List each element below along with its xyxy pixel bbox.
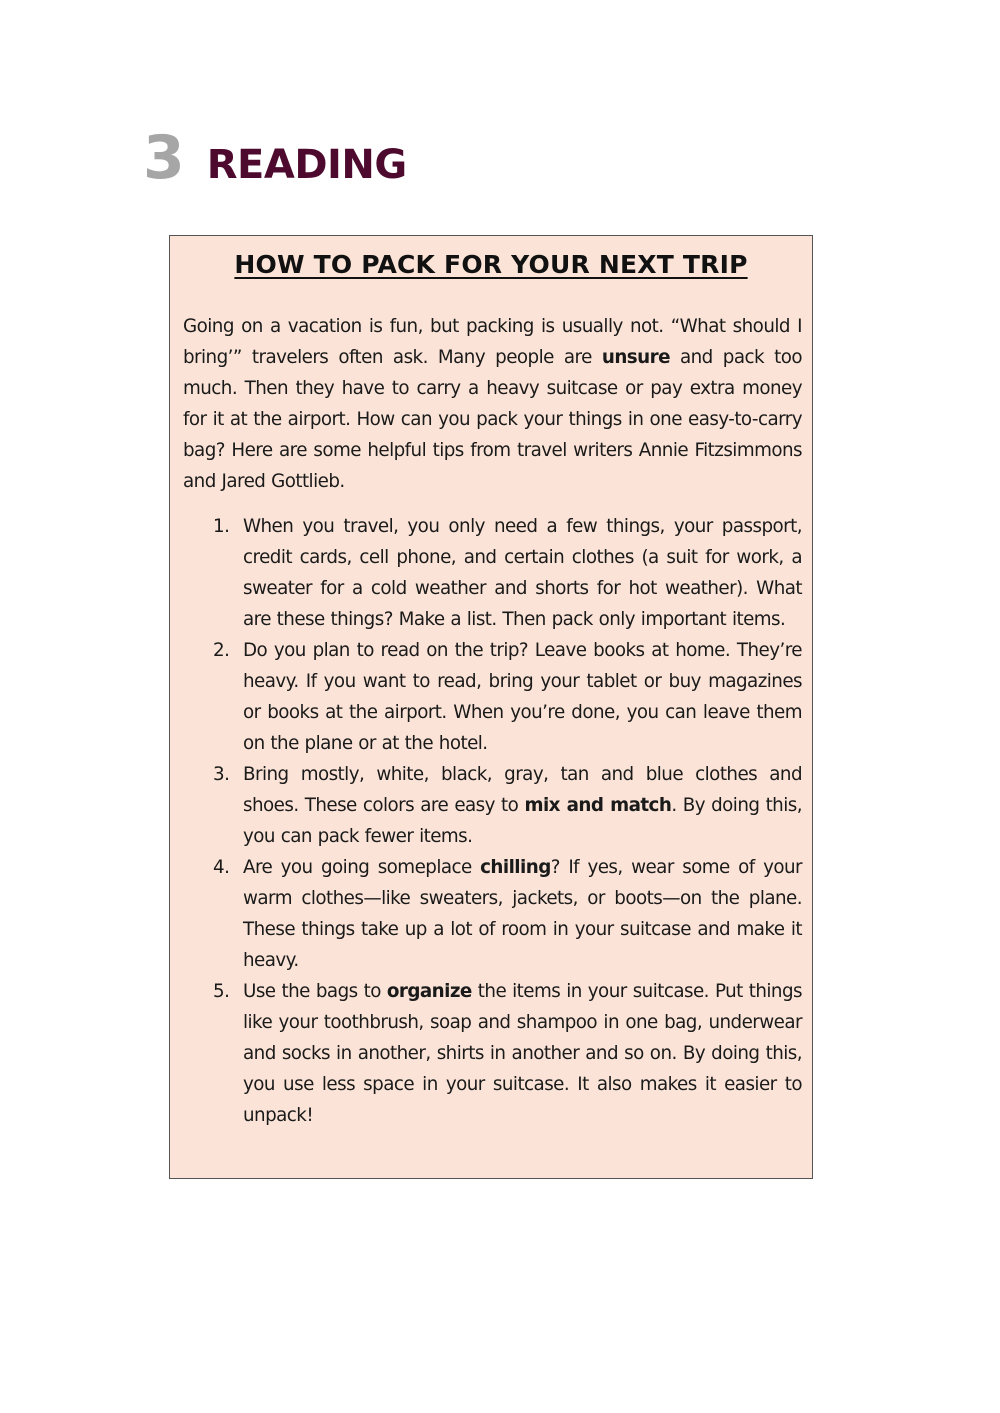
tip-text-after: . By doing this, you can pack fewer items. bbox=[243, 795, 802, 847]
tip-number: 5. bbox=[213, 981, 230, 1002]
tip-item-2 bbox=[183, 635, 802, 759]
section-number: 3 bbox=[143, 123, 185, 193]
intro-text-continued: and pack too much. Then they have to carry a heavy suitcase or pay extra money for it at the airport. How can you pack your things in one easy-to-carry bag? Here are some helpful tips from travel writers Annie Fitzsimmons and Jared Gottlieb. bbox=[183, 347, 802, 492]
tip-item-4 bbox=[183, 852, 802, 976]
tip-text-before: Use the bags to bbox=[243, 981, 387, 1002]
tip-text-after: ? If yes, wear some of your warm clothes—like sweaters, jackets, or boots—on the plane. These things take up a lot of room in your suitcase and make it heavy. bbox=[243, 857, 803, 971]
intro-paragraph bbox=[183, 311, 802, 497]
tip-bold-phrase: organize bbox=[386, 981, 472, 1002]
reading-box bbox=[169, 235, 813, 1179]
tips-list bbox=[183, 511, 802, 1131]
tip-number: 2. bbox=[213, 640, 230, 661]
tip-text-before: Are you going someplace bbox=[243, 857, 481, 878]
tip-number: 1. bbox=[213, 516, 230, 537]
tip-text: Do you plan to read on the trip? Leave books at home. They’re heavy. If you want to read, bring your tablet or buy magazines or books at the airport. When you’re done, you can leave them on the plane or at the hotel. bbox=[243, 640, 802, 754]
tip-bold-phrase: mix and match bbox=[524, 795, 672, 816]
tip-item-5 bbox=[183, 976, 802, 1131]
tip-text-after: the items in your suitcase. Put things like your toothbrush, soap and shampoo in one bag, underwear and socks in another, shirts in another and so on. By doing this, you use less space in your suitcase. It also makes it easier to unpack! bbox=[243, 981, 802, 1126]
section-header bbox=[143, 123, 407, 193]
intro-text: Going on a vacation is fun, but packing is usually not. “What should I bring’” travelers often ask. Many people are bbox=[183, 316, 802, 368]
article-title: HOW TO PACK FOR YOUR NEXT TRIP bbox=[234, 250, 748, 279]
section-title: READING bbox=[206, 142, 407, 188]
tip-text bbox=[243, 764, 802, 847]
tip-text bbox=[243, 981, 802, 1126]
intro-bold-word: unsure bbox=[601, 347, 670, 368]
tip-text bbox=[243, 857, 802, 971]
tip-text-before: Bring mostly, white, black, gray, tan and blue clothes and shoes. These colors are easy to bbox=[243, 764, 802, 816]
tip-text: When you travel, you only need a few things, your passport, credit cards, cell phone, and certain clothes (a suit for work, a sweater for a cold weather and shorts for hot weather). What are these things? Make a list. Then pack only important items. bbox=[243, 516, 802, 630]
tip-bold-phrase: chilling bbox=[480, 857, 551, 878]
tip-number: 3. bbox=[213, 764, 230, 785]
tip-item-3 bbox=[183, 759, 802, 852]
tip-item-1 bbox=[183, 511, 802, 635]
tip-number: 4. bbox=[213, 857, 230, 878]
